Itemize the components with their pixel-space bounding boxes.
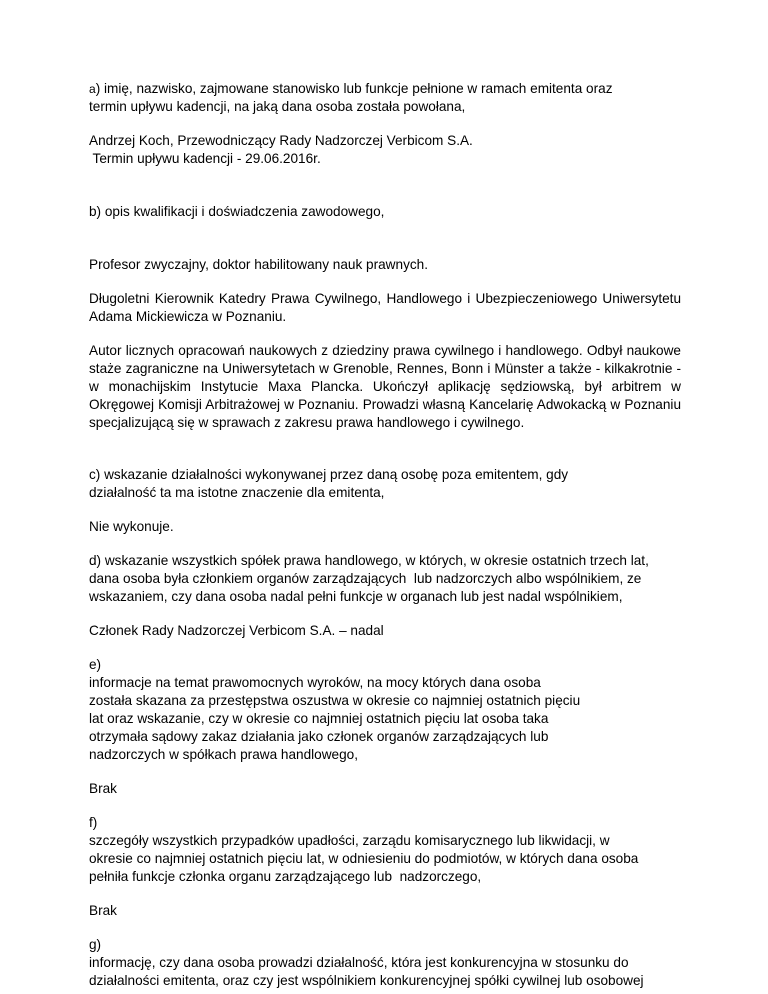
- section-e-answer: Brak: [89, 781, 117, 796]
- section-c-answer: Nie wykonuje.: [89, 519, 174, 534]
- section-b-heading: b) opis kwalifikacji i doświadczenia zawodowego,: [89, 204, 385, 219]
- section-f-line2: okresie co najmniej ostatnich pięciu lat, w odniesieniu do podmiotów, w których dana osoba: [89, 851, 639, 866]
- section-a-answer: [89, 132, 681, 168]
- section-f-line1: szczegóły wszystkich przypadków upadłości, zarządu komisarycznego lub likwidacji, w: [89, 833, 610, 848]
- section-e-label: e): [89, 657, 102, 672]
- section-c-heading-line1: c) wskazanie działalności wykonywanej przez daną osobę poza emitentem, gdy: [89, 467, 569, 482]
- section-d-answer: Członek Rady Nadzorczej Verbicom S.A. – nadal: [89, 623, 384, 638]
- section-a-heading-line1: ) imię, nazwisko, zajmowane stanowisko lub funkcje pełnione w ramach emitenta oraz: [95, 81, 613, 96]
- section-e-line3: lat oraz wskazanie, czy w okresie co najmniej ostatnich pięciu lat osoba taka: [89, 711, 549, 726]
- section-g-line2: działalności emitenta, oraz czy jest wspólnikiem konkurencyjnej spółki cywilnej lub osobowej: [89, 973, 644, 988]
- section-c-heading-line2: działalność ta ma istotne znaczenie dla emitenta,: [89, 485, 385, 500]
- section-d-heading-line3: wskazaniem, czy dana osoba nadal pełni funkcje w organach lub jest nadal wspólnikiem,: [89, 589, 623, 604]
- document-page: [89, 80, 681, 990]
- section-b-para3: Autor licznych opracowań naukowych z dziedziny prawa cywilnego i handlowego. Odbył naukowe staże zagraniczne na Uniwersytetach w Grenoble, Rennes, Bonn i Münster a także - kilkakrotnie - w monachijskim Instytucie Maxa Plancka. Ukończył aplikację sędziowską, był arbitrem w Okręgowej Komisji Arbitrażowej w Poznaniu. Prowadzi własną Kancelarię Adwokacką w Poznaniu specjalizującą się w sprawach z zakresu prawa handlowego i cywilnego.: [89, 343, 681, 430]
- section-d-heading: [89, 552, 681, 606]
- section-e-line4: otrzymała sądowy zakaz działania jako członek organów zarządzających lub: [89, 729, 549, 744]
- section-f-label: f): [89, 815, 98, 830]
- section-a-answer-line2: Termin upływu kadencji - 29.06.2016r.: [89, 151, 321, 166]
- section-d-heading-line1: d) wskazanie wszystkich spółek prawa handlowego, w których, w okresie ostatnich trzech lat,: [89, 553, 649, 568]
- section-a-label: a: [89, 82, 96, 96]
- section-g-label: g): [89, 937, 102, 952]
- section-e-block: [89, 656, 681, 764]
- section-c-heading: [89, 466, 681, 502]
- section-b-para1: Profesor zwyczajny, doktor habilitowany nauk prawnych.: [89, 257, 428, 272]
- section-a-heading-line2: termin upływu kadencji, na jaką dana osoba została powołana,: [89, 99, 466, 114]
- section-f-block: [89, 814, 681, 886]
- section-f-answer: Brak: [89, 903, 117, 918]
- section-e-line5: nadzorczych w spółkach prawa handlowego,: [89, 747, 359, 762]
- section-a-heading: [89, 80, 681, 116]
- section-a-answer-line1: Andrzej Koch, Przewodniczący Rady Nadzorczej Verbicom S.A.: [89, 133, 473, 148]
- section-b-para2: Długoletni Kierownik Katedry Prawa Cywilnego, Handlowego i Ubezpieczeniowego Uniwersytetu Adama Mickiewicza w Poznaniu.: [89, 291, 681, 324]
- section-g-line1: informację, czy dana osoba prowadzi działalność, która jest konkurencyjna w stosunku do: [89, 955, 629, 970]
- section-e-line1: informacje na temat prawomocnych wyroków, na mocy których dana osoba: [89, 675, 541, 690]
- section-g-block: [89, 936, 681, 990]
- section-f-line3: pełniła funkcje członka organu zarządzającego lub nadzorczego,: [89, 869, 482, 884]
- section-d-heading-line2: dana osoba była członkiem organów zarządzających lub nadzorczych albo wspólnikiem, ze: [89, 571, 642, 586]
- section-e-line2: została skazana za przestępstwa oszustwa w okresie co najmniej ostatnich pięciu: [89, 693, 581, 708]
